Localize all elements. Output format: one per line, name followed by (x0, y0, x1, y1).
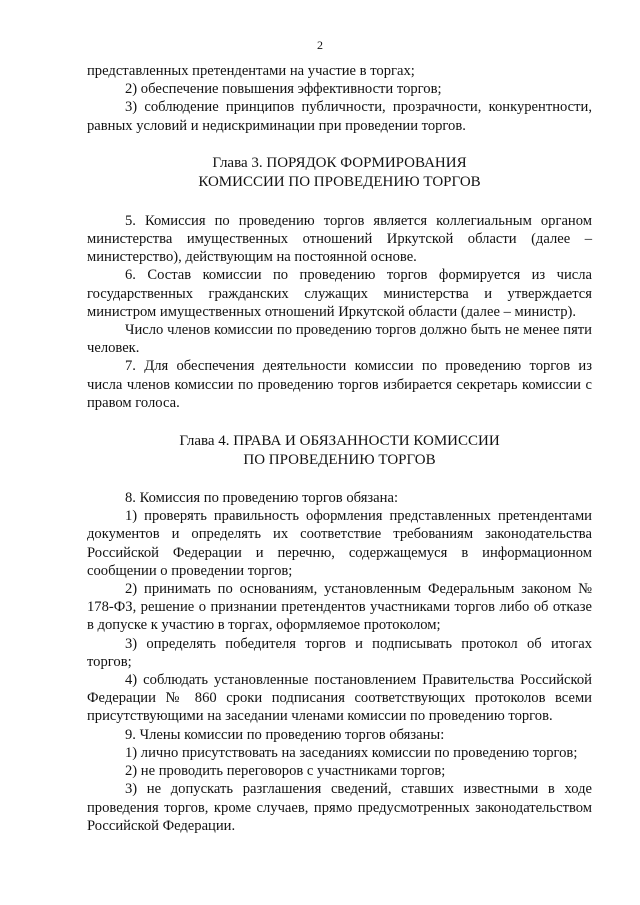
paragraph: 2) принимать по основаниям, установленным Федеральным законом № 178-ФЗ, решение о признании претендентов участниками торгов либо об отказе в допуске к участию в торгах, оформляемое протоколом; (87, 581, 592, 634)
paragraph: 7. Для обеспечения деятельности комиссии по проведению торгов из числа членов комиссии по проведению торгов избирается секретарь комиссии с правом голоса. (87, 358, 592, 411)
chapter-3-heading (87, 154, 592, 192)
paragraph: 1) лично присутствовать на заседаниях комиссии по проведению торгов; (125, 744, 578, 761)
paragraph: 3) определять победителя торгов и подписывать протокол об итогах торгов; (87, 635, 592, 670)
paragraph: 8. Комиссия по проведению торгов обязана: (125, 490, 399, 507)
paragraph: Число членов комиссии по проведению торгов должно быть не менее пяти человек. (87, 322, 592, 357)
chapter-3-title-line-1: Глава 3. ПОРЯДОК ФОРМИРОВАНИЯ (212, 154, 467, 171)
paragraph: 5. Комиссия по проведению торгов является коллегиальным органом министерства имущественных отношений Иркутской области (далее – министерство), действующим на постоянной основе. (87, 212, 592, 266)
paragraph: 6. Состав комиссии по проведению торгов формируется из числа государственных гражданских служащих министерства и утверждается министром имущественных отношений Иркутской области (далее – министр). (87, 267, 592, 320)
paragraph: представленных претендентами на участие в торгах; (87, 63, 415, 79)
paragraph: 4) соблюдать установленные постановлением Правительства Российской Федерации № 860 сроки подписания соответствующих протоколов всеми присутствующими на заседании членами комиссии по проведению торгов. (87, 672, 592, 725)
paragraph: 2) обеспечение повышения эффективности торгов; (125, 81, 442, 98)
document-body (87, 62, 592, 835)
chapter-3-title-line-2: КОМИССИИ ПО ПРОВЕДЕНИЮ ТОРГОВ (198, 173, 481, 190)
chapter-4-title-line-1: Глава 4. ПРАВА И ОБЯЗАННОСТИ КОМИССИИ (179, 433, 500, 450)
chapter-4-title-line-2: ПО ПРОВЕДЕНИЮ ТОРГОВ (243, 452, 436, 469)
paragraph: 1) проверять правильность оформления представленных претендентами документов и определять их соответствие требованиям законодательства Российской Федерации и перечню, содержащемуся в информационном сообщении о проведении торгов; (87, 508, 592, 579)
paragraph: 9. Члены комиссии по проведению торгов обязаны: (125, 726, 445, 743)
page-number: 2 (317, 38, 323, 52)
paragraph: 3) не допускать разглашения сведений, ставших известными в ходе проведения торгов, кроме случаев, прямо предусмотренных законодательством Российской Федерации. (87, 781, 592, 834)
paragraph: 3) соблюдение принципов публичности, прозрачности, конкурентности, равных условий и недискриминации при проведении торгов. (87, 99, 592, 134)
chapter-4-heading (87, 432, 592, 470)
paragraph: 2) не проводить переговоров с участниками торгов; (125, 763, 446, 780)
